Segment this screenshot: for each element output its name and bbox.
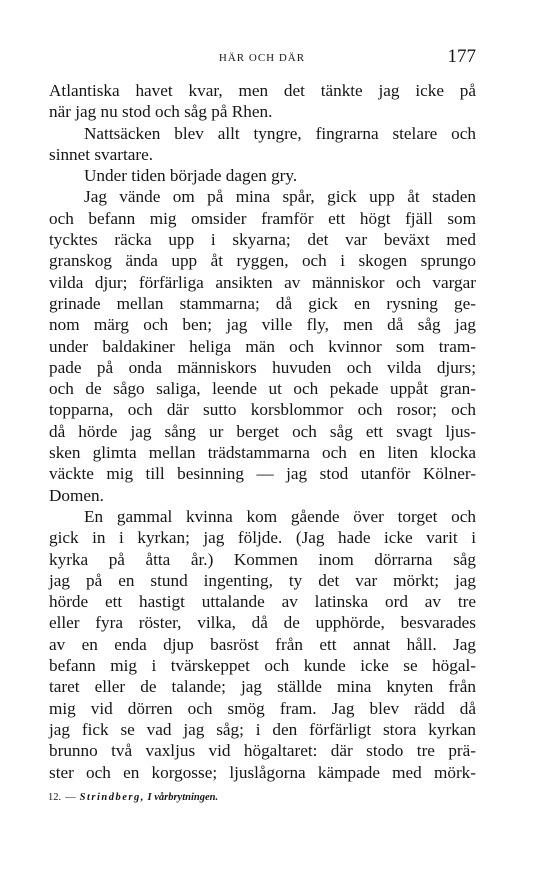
footer-dash: —: [65, 792, 76, 803]
body-text: [49, 80, 476, 783]
text-line: taret eller de talande; jag ställde mina knyten från: [49, 677, 476, 697]
text-line: Under tiden började dagen gry.: [84, 166, 298, 186]
text-line: under baldakiner heliga män och kvinnor som tram-: [49, 336, 476, 356]
footer-author: Strindberg,: [79, 792, 145, 803]
text-line: kyrka på åtta år.) Kommen inom dörrarna såg: [49, 549, 476, 569]
text-line: när jag nu stod och såg på Rhen.: [49, 102, 273, 122]
text-line: eller fyra röster, vilka, då de upphörde, besvarades: [49, 613, 476, 633]
page-footer: [48, 792, 218, 803]
text-line: jag fick se vad jag såg; i den förfärligt stora kyrkan: [49, 719, 476, 739]
footer-title: I vårbrytningen.: [147, 792, 219, 803]
text-line: nom märg och ben; jag ville fly, men då såg jag: [49, 315, 476, 335]
text-line: granskog ända upp åt ryggen, och i skogen sprungo: [49, 251, 476, 271]
text-line: brunno två vaxljus vid högaltaret: där stodo tre prä-: [49, 741, 476, 761]
text-line: Nattsäcken blev allt tyngre, fingrarna stelare och: [84, 123, 476, 143]
text-line: Domen.: [49, 485, 104, 505]
text-line: sinnet svartare.: [49, 144, 154, 164]
text-line: En gammal kvinna kom gående över torget och: [84, 506, 476, 526]
page-header: [48, 46, 476, 72]
text-line: pade på onda människors huvuden och vilda djurs;: [49, 357, 476, 377]
text-line: vilda djur; förfärliga ansikten av människor och vargar: [49, 272, 476, 292]
text-line: ster och en korgosse; ljuslågorna kämpade med mörk-: [49, 762, 476, 782]
page-number: 177: [447, 46, 476, 67]
text-line: topparna, och där sutto korsblommor och rosor; och: [49, 400, 476, 420]
text-line: jag på en stund ingenting, ty det var mörkt; jag: [49, 570, 476, 590]
text-line: Atlantiska havet kvar, men det tänkte jag icke på: [49, 81, 476, 100]
text-line: och befann mig omsider framför ett högt fjäll som: [49, 208, 476, 228]
text-line: sken glimta mellan trädstammarna och en liten klocka: [49, 443, 476, 463]
text-line: väckte mig till besinning — jag stod utanför Kölner-: [49, 464, 476, 484]
text-line: tycktes räcka upp i skyarna; det var beväxt med: [49, 230, 476, 250]
text-line: hörde ett hastigt uttalande av latinska ord av tre: [49, 592, 476, 612]
text-line: Jag vände om på mina spår, gick upp åt staden: [84, 187, 476, 207]
text-line: och de sågo saliga, leende ut och pekade uppåt gran-: [49, 379, 476, 399]
text-line: av en enda djup basröst från ett annat håll. Jag: [49, 634, 476, 654]
text-line: grinade mellan stammarna; då gick en rysning ge-: [49, 293, 476, 313]
text-line: befann mig i tvärskeppet och kunde icke se högal-: [49, 656, 476, 676]
text-line: då hörde jag sång ur berget och såg ett svagt ljus-: [49, 421, 476, 441]
text-line: mig vid dörren och smög fram. Jag blev rädd då: [49, 698, 476, 718]
signature-mark: 12.: [48, 792, 62, 803]
text-line: gick in i kyrkan; jag följde. (Jag hade icke varit i: [49, 528, 476, 548]
running-head: HÄR OCH DÄR: [218, 52, 306, 64]
